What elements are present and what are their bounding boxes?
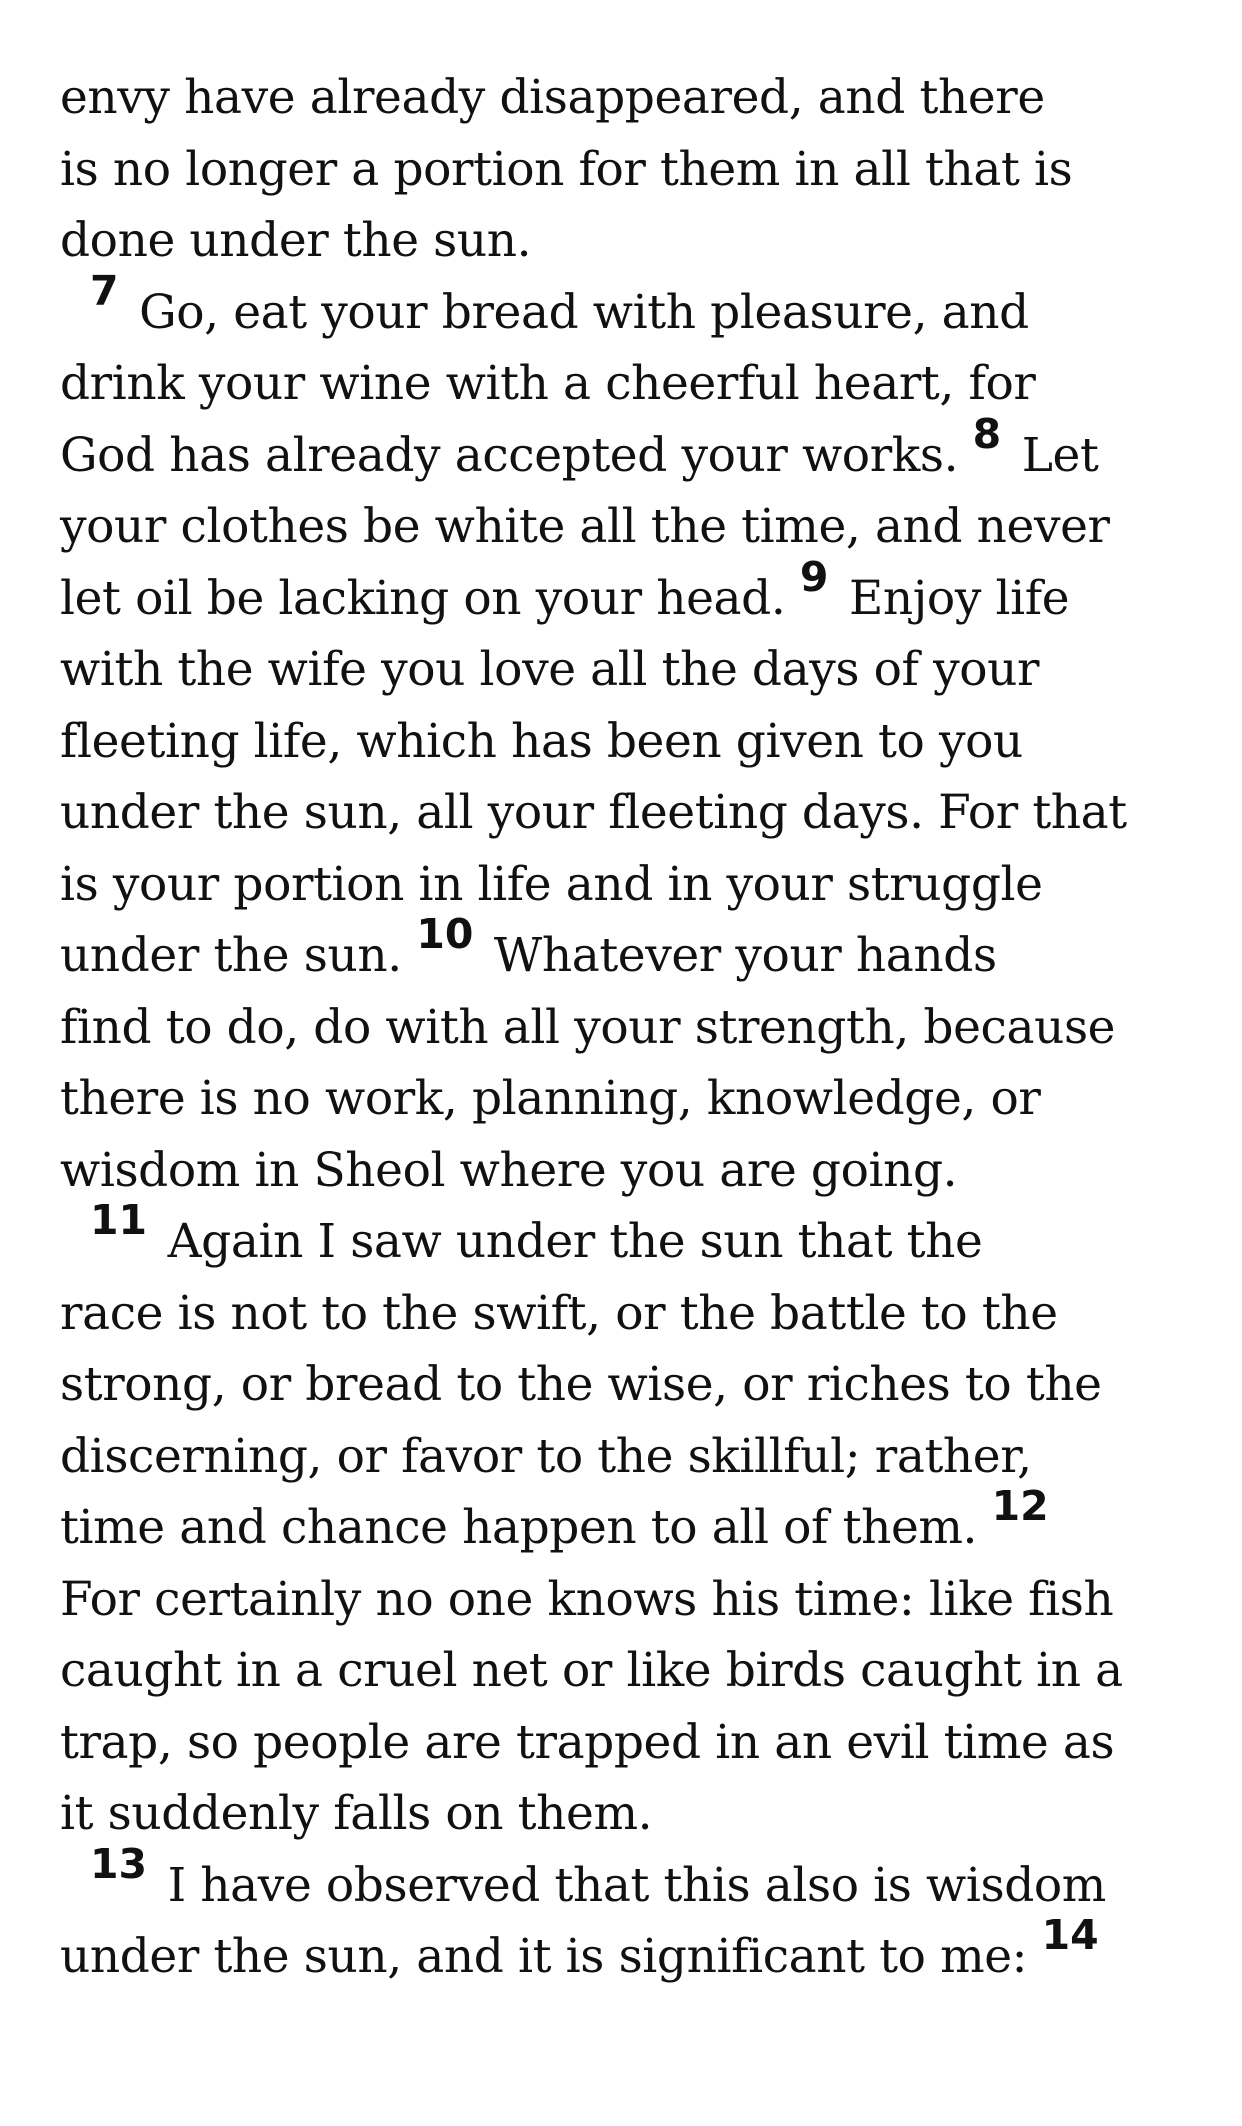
- verse-number[interactable]: 10: [416, 910, 474, 959]
- verse-text: strong, or bread to the wise, or riches to the: [60, 1357, 1102, 1412]
- verse-number[interactable]: 14: [1041, 1911, 1099, 1960]
- text-line: [60, 1839, 1210, 1922]
- verse-text: there is no work, planning, knowledge, or: [60, 1071, 1041, 1126]
- text-line: [60, 1196, 1210, 1278]
- verse-text: Whatever your hands: [479, 928, 997, 983]
- text-line: [60, 849, 1210, 921]
- text-line: [60, 634, 1210, 706]
- verse-number[interactable]: 13: [90, 1839, 148, 1888]
- verse-text: For certainly no one knows his time: like fish: [60, 1571, 1114, 1627]
- text-line: [60, 706, 1210, 778]
- verse-text: is no longer a portion for them in all that is: [60, 141, 1073, 197]
- text-line: [60, 992, 1210, 1064]
- verse-text: under the sun.: [60, 928, 417, 983]
- verse-text: caught in a cruel net or like birds caught in a: [60, 1643, 1123, 1698]
- verse-text: let oil be lacking on your head.: [60, 570, 800, 626]
- verse-text: God has already accepted your works.: [60, 427, 973, 483]
- verse-text: envy have already disappeared, and there: [60, 70, 1045, 125]
- text-line: [60, 348, 1210, 420]
- verse-text: under the sun, all your fleeting days. For that: [60, 785, 1127, 840]
- text-line: [60, 1063, 1210, 1135]
- text-line: [60, 409, 1210, 492]
- verse-text: race is not to the swift, or the battle to the: [60, 1285, 1058, 1341]
- text-line: [60, 1635, 1210, 1707]
- text-line: [60, 910, 1210, 992]
- verse-text: time and chance happen to all of them.: [60, 1500, 992, 1555]
- text-line: [60, 1482, 1210, 1564]
- verse-text: it suddenly falls on them.: [60, 1786, 653, 1841]
- scripture-text: [60, 62, 1210, 1993]
- verse-text: with the wife you love all the days of your: [60, 642, 1040, 697]
- verse-number[interactable]: 9: [799, 552, 829, 601]
- verse-text: done under the sun.: [60, 213, 532, 268]
- text-line: [60, 491, 1210, 563]
- text-line: [60, 134, 1210, 206]
- verse-text: is your portion in life and in your struggle: [60, 856, 1043, 912]
- text-line: [60, 266, 1210, 349]
- text-line: [60, 1911, 1210, 1993]
- verse-text: find to do, do with all your strength, because: [60, 999, 1116, 1055]
- text-line: [60, 62, 1210, 134]
- verse-text: drink your wine with a cheerful heart, for: [60, 356, 1036, 411]
- text-line: [60, 777, 1210, 849]
- verse-text: under the sun, and it is significant to me:: [60, 1929, 1042, 1984]
- text-line: [60, 1278, 1210, 1350]
- verse-number[interactable]: 7: [90, 266, 119, 315]
- text-line: [60, 552, 1210, 635]
- verse-number[interactable]: 11: [90, 1196, 148, 1245]
- verse-text: fleeting life, which has been given to you: [60, 713, 1023, 769]
- verse-text: wisdom in Sheol where you are going.: [60, 1142, 958, 1198]
- verse-text: Enjoy life: [834, 570, 1070, 626]
- text-line: [60, 1778, 1210, 1850]
- text-line: [60, 205, 1210, 277]
- verse-number[interactable]: 8: [972, 409, 1002, 458]
- text-line: [60, 1135, 1210, 1207]
- text-line: [60, 1349, 1210, 1421]
- verse-text: Let: [1007, 427, 1099, 483]
- verse-text: I have observed that this also is wisdom: [153, 1857, 1106, 1913]
- verse-text: Again I saw under the sun that the: [153, 1214, 983, 1269]
- verse-text: discerning, or favor to the skillful; rather,: [60, 1428, 1032, 1484]
- verse-text: Go, eat your bread with pleasure, and: [124, 284, 1029, 340]
- verse-text: trap, so people are trapped in an evil time as: [60, 1714, 1115, 1770]
- verse-number[interactable]: 12: [991, 1482, 1049, 1531]
- text-line: [60, 1564, 1210, 1636]
- verse-text: your clothes be white all the time, and never: [60, 499, 1110, 554]
- text-line: [60, 1707, 1210, 1779]
